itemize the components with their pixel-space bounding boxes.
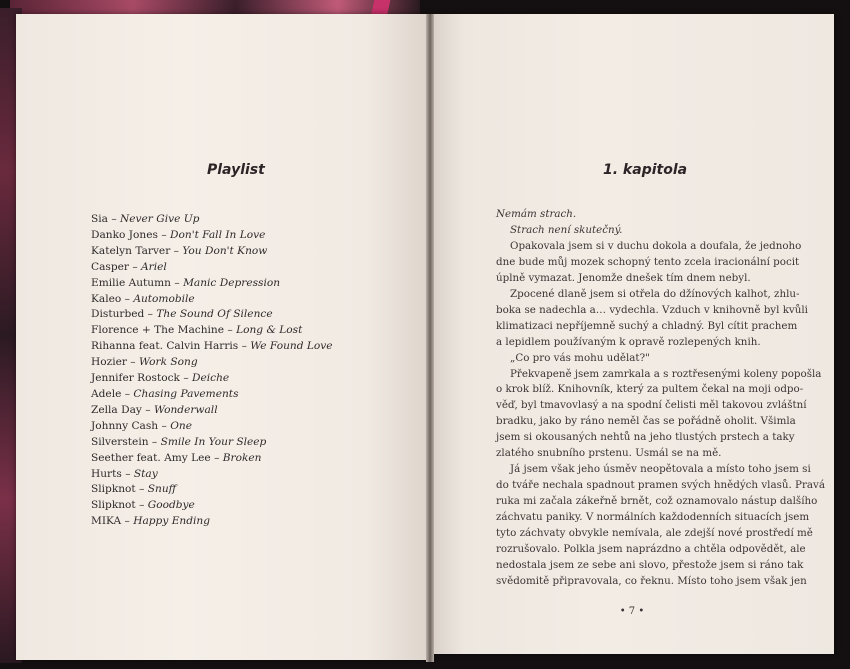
playlist-item	[91, 371, 333, 387]
track-separator: –	[121, 387, 134, 400]
track-artist: Adele	[91, 387, 122, 400]
playlist-item	[91, 228, 333, 244]
text-line: Strach není skutečný.	[510, 223, 623, 236]
track-separator: –	[121, 292, 134, 305]
text-line: o krok blíž. Knihovník, který za pultem čekal na moji odpo-	[496, 383, 804, 396]
playlist-item	[91, 276, 333, 292]
chapter-text	[496, 207, 825, 590]
track-artist: Jennifer Rostock	[91, 372, 180, 385]
track-song: Never Give Up	[120, 213, 200, 225]
playlist-item	[91, 339, 333, 355]
playlist-item	[91, 419, 333, 435]
text-line: dne bude můj mozek schopný tento zcela iracionální pocit	[496, 255, 800, 268]
text-line: a lepidlem používaným k opravě rozlepených knih.	[496, 335, 761, 348]
text-line: záchvatu paniky. V normálních každodenních situacích jsem	[496, 511, 810, 524]
track-separator: –	[148, 435, 161, 448]
playlist-item	[91, 435, 333, 451]
text-line: Zpocené dlaně jsem si otřela do džínových kalhot, zhlu-	[510, 287, 800, 300]
track-artist: Hurts	[91, 467, 122, 480]
text-line: do tváře nechala spadnout pramen svých hnědých vlasů. Pravá	[496, 479, 825, 492]
track-song: You Don't Know	[182, 244, 268, 257]
playlist-item	[91, 355, 333, 371]
playlist-list	[91, 212, 333, 530]
text-line: nedostala jsem ze sebe ani slovo, přestože jsem si ráno tak	[496, 558, 804, 571]
track-song: Stay	[133, 467, 158, 480]
track-separator: –	[171, 276, 184, 289]
track-separator: –	[179, 372, 192, 385]
track-song: We Found Love	[250, 340, 333, 353]
track-song: Smile In Your Sleep	[160, 435, 267, 448]
book-gutter	[426, 14, 434, 662]
playlist-heading: Playlist	[207, 162, 265, 178]
text-line: klimatizaci nepříjemně suchý a chladný. Byl cítit prachem	[496, 319, 798, 332]
page-number: • 7 •	[619, 606, 645, 617]
text-line: „Co pro vás mohu udělat?"	[510, 351, 650, 364]
playlist-item	[91, 212, 333, 228]
track-artist: Danko Jones	[91, 228, 158, 241]
track-separator: –	[128, 260, 142, 273]
text-line: bradku, jako by ráno neměl čas se pořádně oholit. Všimla	[496, 415, 796, 428]
track-artist: Rihanna feat. Calvin Harris	[91, 340, 239, 353]
track-separator: –	[141, 403, 154, 416]
playlist-item	[91, 244, 333, 260]
track-song: Don't Fall In Love	[170, 228, 266, 241]
track-separator: –	[121, 467, 134, 480]
text-line: Nemám strach.	[496, 208, 577, 220]
track-separator: –	[126, 356, 139, 369]
text-line: zlatého snubního prstenu. Usmál se na mě.	[496, 447, 722, 460]
text-line: Opakovala jsem si v duchu dokola a doufala, že jednoho	[510, 239, 802, 252]
track-song: Long & Lost	[236, 324, 303, 337]
track-song: Manic Depression	[183, 276, 281, 289]
text-line: ruka mi začala zákeřně brnět, což oznamovalo nástup dalšího	[496, 495, 818, 508]
track-song: Automobile	[133, 292, 195, 305]
track-separator: –	[157, 228, 170, 241]
track-song: One	[170, 419, 192, 432]
track-song: Ariel	[141, 260, 167, 273]
playlist-item	[91, 292, 333, 308]
track-separator: –	[210, 451, 223, 464]
track-separator: –	[107, 213, 121, 225]
track-song: Happy Ending	[133, 515, 211, 528]
track-separator: –	[170, 244, 183, 257]
text-line: rozrušovalo. Polkla jsem naprázdno a chtěla odpovědět, ale	[496, 543, 806, 556]
track-song: Work Song	[138, 356, 198, 369]
playlist-item	[91, 387, 333, 403]
track-song: Wonderwall	[153, 403, 218, 416]
text-line: jsem si okousaných nehtů na jeho tlustých prstech a taky	[496, 431, 795, 444]
track-artist: Kaleo	[91, 292, 122, 305]
playlist-item	[91, 498, 333, 514]
track-artist: Seether feat. Amy Lee	[91, 451, 211, 464]
text-line: svědomitě připravovala, co řeknu. Místo toho jsem však jen	[496, 574, 807, 587]
track-separator: –	[238, 340, 251, 353]
track-separator: –	[135, 483, 148, 496]
track-artist: MIKA	[91, 515, 122, 528]
track-artist: Disturbed	[91, 308, 145, 321]
track-artist: Hozier	[91, 356, 127, 369]
track-artist: Katelyn Tarver	[91, 244, 171, 257]
track-song: Deiche	[192, 372, 230, 385]
track-artist: Sia	[91, 213, 108, 225]
track-separator: –	[144, 308, 157, 321]
playlist-item	[91, 307, 333, 323]
playlist-item	[91, 260, 333, 276]
text-line: tyto záchvaty obvykle nemívala, ale zdejší nové prostředí mě	[496, 527, 813, 540]
track-artist: Casper	[91, 260, 129, 273]
playlist-item	[91, 514, 333, 530]
track-artist: Slipknot	[91, 483, 136, 496]
track-artist: Silverstein	[91, 435, 149, 448]
track-artist: Slipknot	[91, 499, 136, 512]
track-separator: –	[135, 499, 148, 512]
playlist-item	[91, 467, 333, 483]
text-line: úplně vymazat. Jenomže dnešek tím dnem nebyl.	[496, 271, 751, 284]
playlist-item	[91, 451, 333, 467]
track-artist: Zella Day	[91, 403, 142, 416]
text-line: boka se nadechla a… vydechla. Vzduch v knihovně byl kvůli	[496, 303, 808, 316]
text-line: Překvapeně jsem zamrkala a s roztřesenými koleny popošla	[510, 367, 822, 380]
track-artist: Emilie Autumn	[91, 276, 172, 289]
track-song: Broken	[222, 451, 262, 464]
playlist-item	[91, 403, 333, 419]
track-artist: Florence + The Machine	[91, 324, 225, 337]
track-song: Snuff	[147, 483, 177, 496]
track-separator: –	[121, 515, 134, 528]
track-song: Goodbye	[147, 499, 195, 512]
track-song: The Sound Of Silence	[156, 308, 273, 321]
track-separator: –	[158, 419, 171, 432]
text-line: Já jsem však jeho úsměv neopětovala a místo toho jsem si	[510, 463, 811, 476]
text-line: věď, byl tmavovlasý a na spodní čelisti měl takovou zvláštní	[496, 399, 807, 412]
track-song: Chasing Pavements	[133, 387, 239, 400]
playlist-item	[91, 323, 333, 339]
track-artist: Johnny Cash	[91, 419, 159, 432]
playlist-item	[91, 482, 333, 498]
chapter-heading: 1. kapitola	[603, 162, 688, 178]
track-separator: –	[224, 324, 237, 337]
